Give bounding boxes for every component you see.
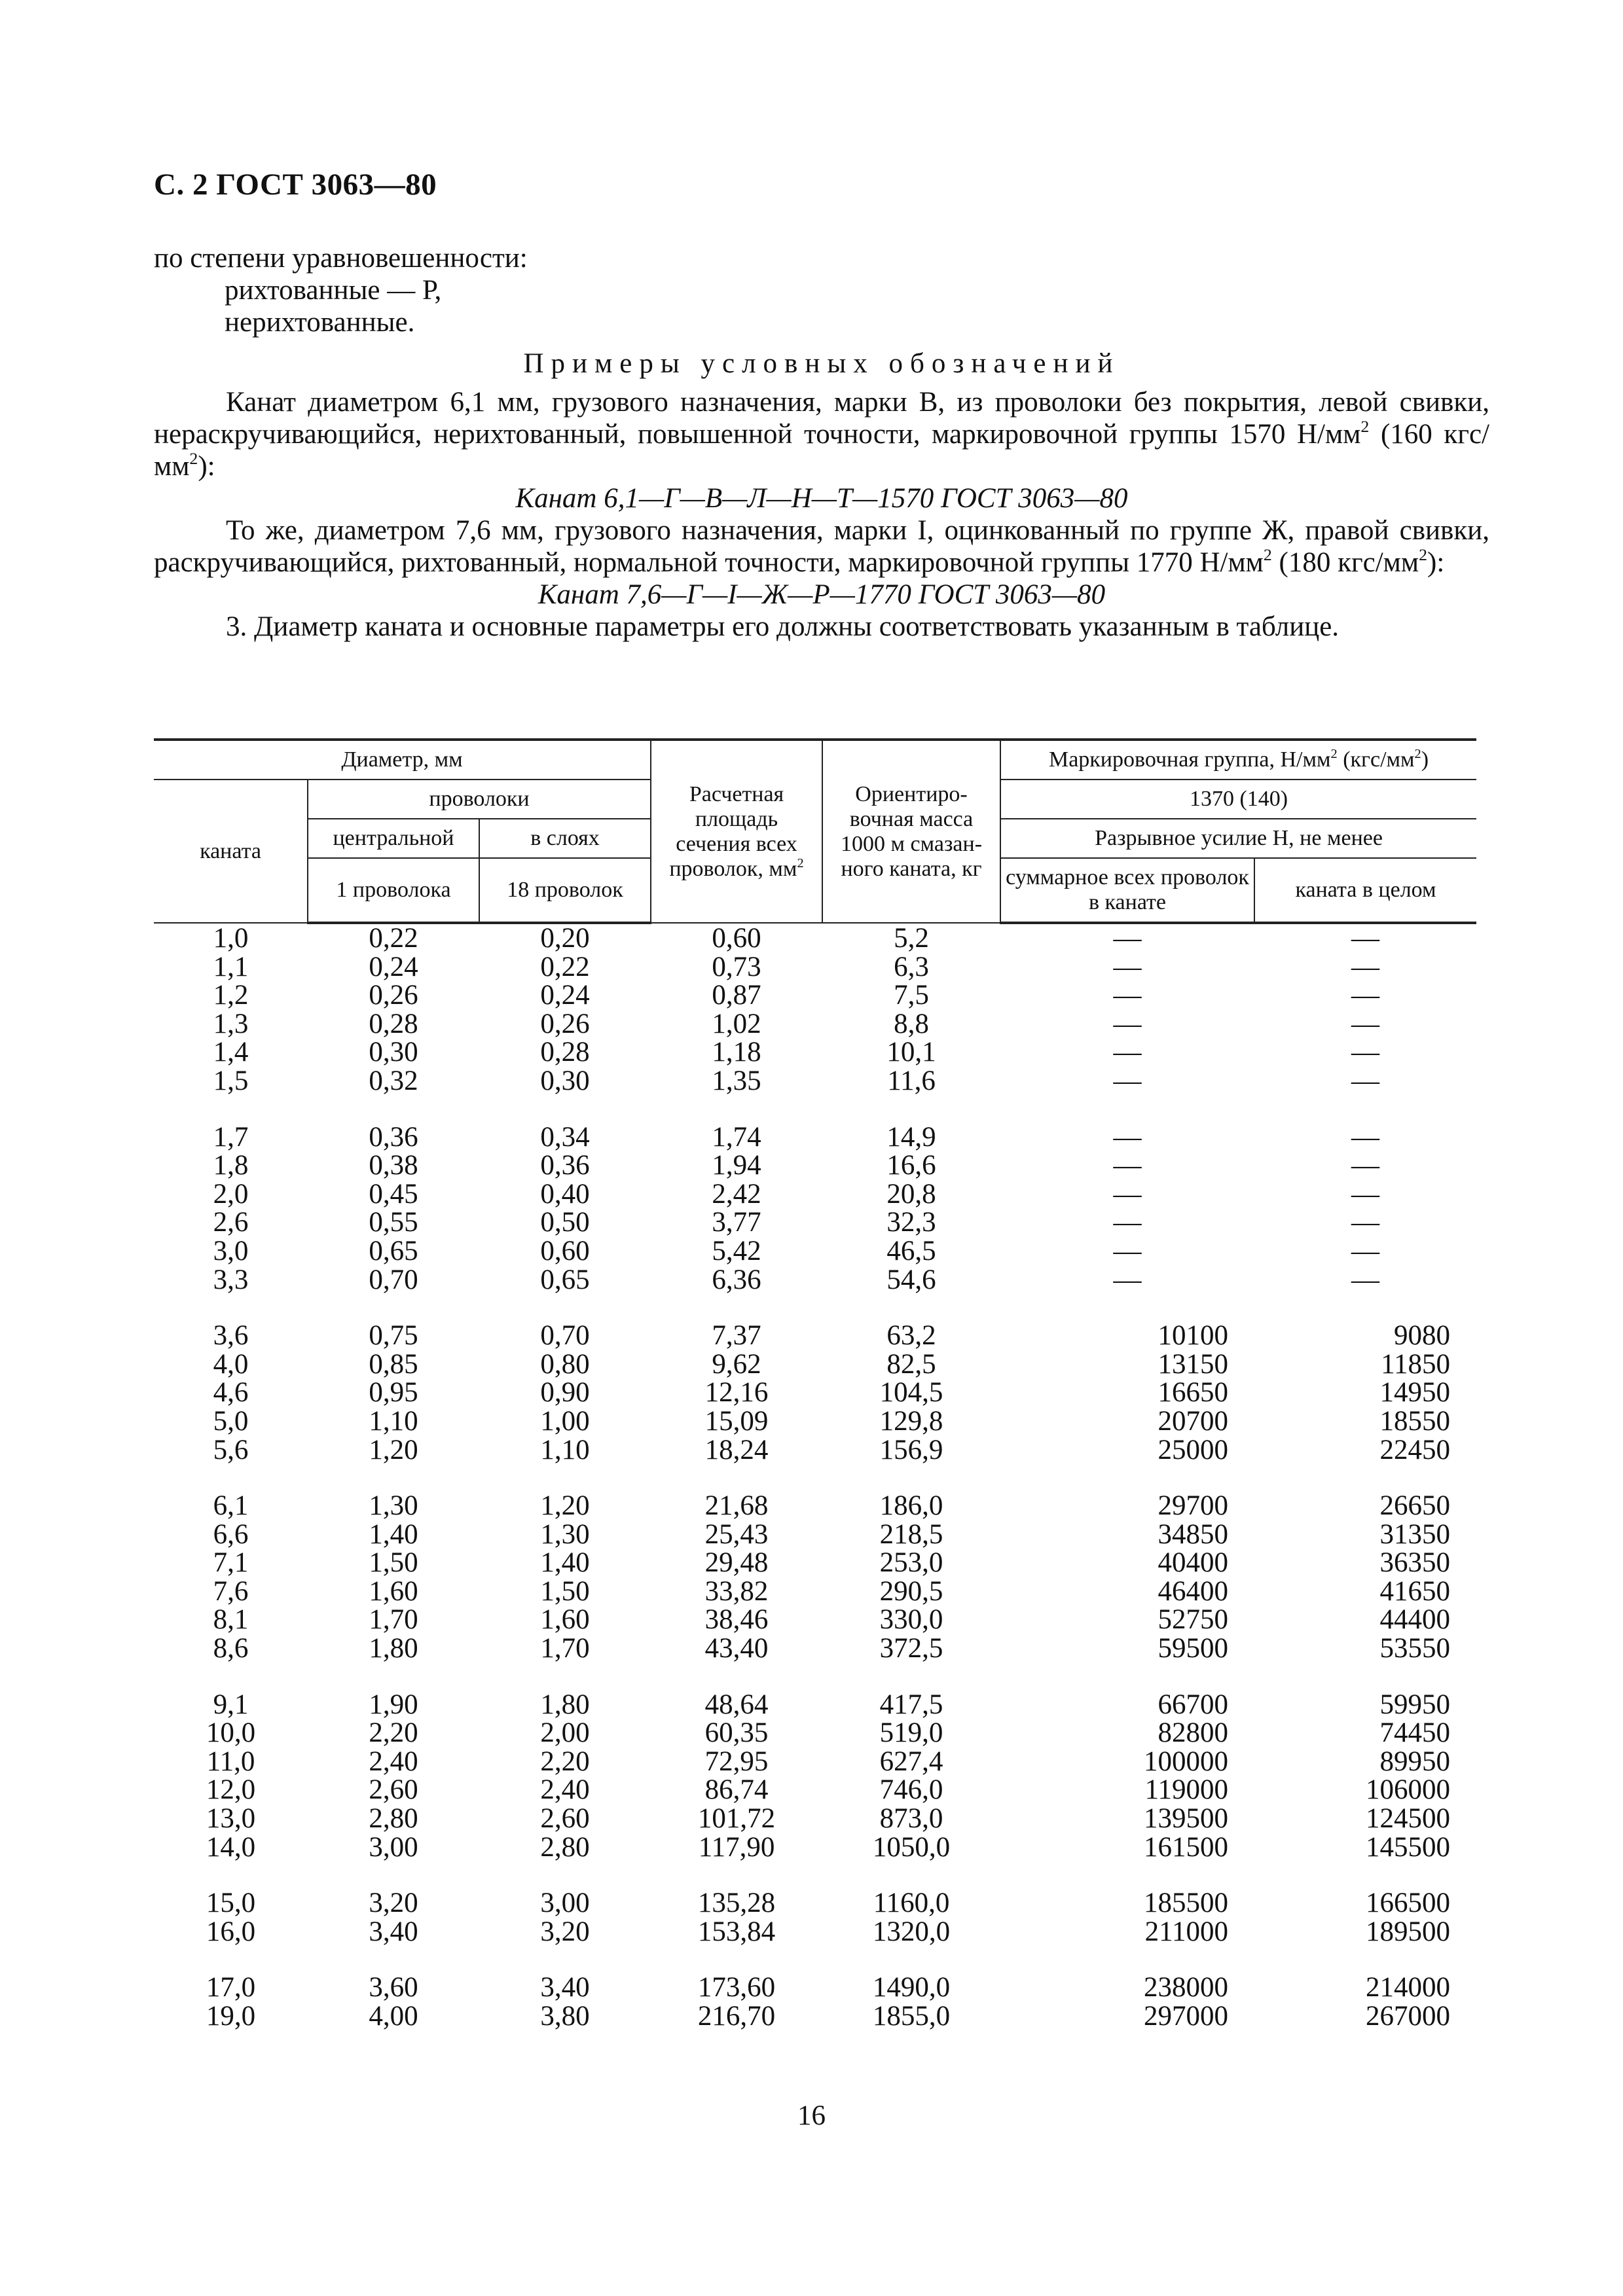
table-cell: 3,80: [540, 2001, 590, 2032]
requirement-paragraph: 3. Диаметр каната и основные параметры его должны соответствовать указанным в таблице.: [226, 611, 1340, 642]
table-cell: 1,18: [712, 1037, 761, 1068]
table-cell: 0,75: [369, 1320, 418, 1352]
table-cell: 0,22: [369, 923, 418, 954]
table-cell: 6,6: [213, 1518, 249, 1550]
table-cell: 6,1: [213, 1490, 249, 1522]
table-cell: 7,37: [712, 1320, 761, 1352]
table-cell: —: [1113, 1008, 1142, 1039]
table-cell: 1,80: [369, 1633, 418, 1664]
table-cell: 26650: [1379, 1490, 1451, 1522]
table-cell: 2,20: [540, 1746, 590, 1777]
table-cell: 1,7: [213, 1121, 249, 1153]
table-row: [154, 1407, 1476, 1436]
example-paragraph: Канат диаметром 6,1 мм, грузового назначения, марки В, из проволоки без покрытия, левой свивки, нераскручивающийся, нерихтованный, повышенной точности, маркировочной группы 1570 $Н/мм^2$ (160 кгс/$мм^2$):: [154, 387, 1489, 482]
table-cell: 8,1: [213, 1604, 249, 1636]
table-cell: 44400: [1379, 1604, 1451, 1636]
table-cell: 161500: [1144, 1831, 1229, 1863]
table-cell: 186,0: [879, 1490, 943, 1522]
table-cell: 173,60: [697, 1972, 776, 2003]
table-cell: 746,0: [879, 1774, 943, 1806]
table-cell: 43,40: [704, 1633, 769, 1664]
table-cell: 7,6: [213, 1575, 249, 1607]
table-row: [154, 1520, 1476, 1549]
table-cell: 1,74: [712, 1121, 761, 1153]
table-cell: 10100: [1158, 1320, 1229, 1352]
table-cell: 185500: [1144, 1888, 1229, 1919]
table-cell: 2,6: [213, 1207, 249, 1238]
table-cell: —: [1113, 980, 1142, 1011]
table-cell: 1,2: [213, 980, 249, 1011]
header-sum-wires: суммарное всех проволок в канате: [1000, 858, 1254, 923]
table-cell: 290,5: [879, 1575, 943, 1607]
table-cell: 0,34: [540, 1121, 590, 1153]
table-cell: 2,40: [369, 1746, 418, 1777]
table-cell: 0,38: [369, 1150, 418, 1181]
table-cell: 32,3: [886, 1207, 936, 1238]
table-cell: —: [1351, 1235, 1380, 1266]
table-cell: 20700: [1158, 1405, 1229, 1437]
table-cell: 0,55: [369, 1207, 418, 1238]
table-cell: 89950: [1379, 1746, 1451, 1777]
table-row: [154, 923, 1476, 953]
row-group-gap: [154, 1294, 1476, 1321]
table-cell: 1,60: [369, 1575, 418, 1607]
table-cell: 4,00: [369, 2001, 418, 2032]
table-cell: 18550: [1379, 1405, 1451, 1437]
table-row: [154, 1776, 1476, 1804]
table-row: [154, 1151, 1476, 1180]
table-row: [154, 1067, 1476, 1096]
table-cell: 1,5: [213, 1065, 249, 1096]
table-cell: —: [1351, 1008, 1380, 1039]
table-cell: 11,6: [887, 1065, 936, 1096]
table-cell: 1,50: [540, 1575, 590, 1607]
table-cell: 3,20: [369, 1888, 418, 1919]
table-cell: 1,40: [369, 1518, 418, 1550]
table-cell: —: [1351, 951, 1380, 982]
table-cell: 3,77: [712, 1207, 761, 1238]
header-rope-whole: каната в целом: [1254, 858, 1476, 923]
classification-item: рихтованные — Р,: [225, 275, 442, 306]
table-cell: 36350: [1379, 1547, 1451, 1579]
table-cell: 1,80: [540, 1689, 590, 1720]
table-cell: —: [1351, 1065, 1380, 1096]
table-cell: 0,65: [369, 1235, 418, 1266]
table-cell: 5,6: [213, 1434, 249, 1465]
table-cell: 214000: [1366, 1972, 1451, 2003]
table-cell: —: [1113, 1121, 1142, 1153]
table-cell: —: [1113, 1037, 1142, 1068]
table-cell: 1,35: [712, 1065, 761, 1096]
table-cell: 2,40: [540, 1774, 590, 1806]
table-cell: —: [1113, 1235, 1142, 1266]
table-cell: 189500: [1366, 1916, 1451, 1947]
header-area: Расчетная площадь сечения всех проволок, $мм^2$: [651, 740, 822, 923]
table-cell: 519,0: [879, 1717, 943, 1749]
table-row: [154, 1266, 1476, 1295]
example-paragraph: То же, диаметром 7,6 мм, грузового назначения, марки I, оцинкованный по группе Ж, правой свивки, раскручивающийся, рихтованный, нормальной точности, маркировочной группы 1770 $Н/мм^2$ (180 кгс/$мм^2$):: [154, 515, 1489, 578]
table-cell: 1490,0: [872, 1972, 951, 2003]
header-central: центральной: [308, 819, 479, 858]
table-cell: 74450: [1379, 1717, 1451, 1749]
header-18-wires: 18 проволок: [479, 858, 651, 923]
header-group: Маркировочная группа, $Н/мм^2$ $(кгс/мм^2)$: [1000, 740, 1476, 780]
table-cell: 1,1: [213, 951, 249, 982]
table-cell: 119000: [1144, 1774, 1229, 1806]
table-cell: 29700: [1158, 1490, 1229, 1522]
table-cell: 238000: [1144, 1972, 1229, 2003]
table-cell: 216,70: [697, 2001, 776, 2032]
table-cell: 0,26: [369, 980, 418, 1011]
table-cell: 2,00: [540, 1717, 590, 1749]
designation-formula: Канат 7,6—Г—I—Ж—Р—1770 ГОСТ 3063—80: [538, 579, 1106, 610]
table-cell: 1,20: [369, 1434, 418, 1465]
table-row: [154, 1833, 1476, 1862]
header-wires: проволоки: [308, 780, 651, 819]
table-cell: 5,2: [894, 922, 929, 954]
table-cell: 1,4: [213, 1037, 249, 1068]
table-cell: 0,73: [712, 951, 761, 982]
table-cell: 1,0: [213, 922, 249, 954]
table-cell: 1,30: [369, 1490, 418, 1522]
table-row: [154, 1691, 1476, 1719]
table-cell: 218,5: [879, 1518, 943, 1550]
table-cell: 6,36: [712, 1264, 761, 1295]
header-one-wire: 1 проволока: [308, 858, 479, 923]
table-cell: 19,0: [206, 2001, 256, 2032]
row-group-gap: [154, 1861, 1476, 1889]
table-cell: —: [1113, 1264, 1142, 1295]
table-row: [154, 1321, 1476, 1350]
table-cell: 297000: [1144, 2001, 1229, 2032]
table-cell: 15,09: [704, 1405, 769, 1437]
table-cell: 100000: [1144, 1746, 1229, 1777]
table-cell: —: [1351, 923, 1380, 954]
table-cell: 15,0: [206, 1888, 256, 1919]
page-header: С. 2 ГОСТ 3063—80: [154, 168, 437, 202]
table-cell: 34850: [1158, 1518, 1229, 1550]
table-cell: 129,8: [879, 1405, 943, 1437]
table-cell: 0,40: [540, 1178, 590, 1210]
table-cell: 0,36: [540, 1150, 590, 1181]
table-cell: 2,42: [712, 1178, 761, 1210]
table-cell: 82,5: [886, 1348, 936, 1380]
table-row: [154, 1123, 1476, 1152]
table-cell: 627,4: [879, 1746, 943, 1777]
table-cell: 59500: [1158, 1633, 1229, 1664]
table-row: [154, 1804, 1476, 1833]
table-cell: 41650: [1379, 1575, 1451, 1607]
table-cell: 0,24: [369, 951, 418, 982]
table-cell: 16,6: [886, 1150, 936, 1181]
table-cell: 0,22: [540, 951, 590, 982]
row-group-gap: [154, 1096, 1476, 1123]
table-cell: 46,5: [886, 1235, 936, 1266]
table-cell: 31350: [1379, 1518, 1451, 1550]
table-cell: 3,00: [369, 1831, 418, 1863]
table-cell: 22450: [1379, 1434, 1451, 1465]
table-cell: 33,82: [704, 1575, 769, 1607]
table-cell: 59950: [1379, 1689, 1451, 1720]
table-cell: 135,28: [697, 1888, 776, 1919]
table-cell: 0,85: [369, 1348, 418, 1380]
header-breaking-force: Разрывное усилие Н, не менее: [1000, 819, 1476, 858]
table-cell: 1,40: [540, 1547, 590, 1579]
table-cell: 1855,0: [872, 2001, 951, 2032]
table-cell: 11,0: [206, 1746, 255, 1777]
table-row: [154, 1237, 1476, 1266]
header-layers: в слоях: [479, 819, 651, 858]
table-row: [154, 1748, 1476, 1776]
table-cell: 1,90: [369, 1689, 418, 1720]
page-number: 16: [797, 2100, 826, 2131]
table-cell: 52750: [1158, 1604, 1229, 1636]
table-cell: 16,0: [206, 1916, 256, 1947]
table-cell: 417,5: [879, 1689, 943, 1720]
table-cell: 14,9: [886, 1121, 936, 1153]
parameters-table: [154, 738, 1476, 2031]
table-cell: 166500: [1366, 1888, 1451, 1919]
table-cell: 1,70: [540, 1633, 590, 1664]
table-cell: 1160,0: [873, 1888, 950, 1919]
table-cell: —: [1113, 1065, 1142, 1096]
table-cell: —: [1351, 1037, 1380, 1068]
table-row: [154, 953, 1476, 982]
row-group-gap: [154, 1464, 1476, 1492]
table-cell: —: [1351, 1264, 1380, 1295]
table-cell: 12,16: [704, 1377, 769, 1408]
table-body: [154, 923, 1476, 2031]
table-cell: 72,95: [704, 1746, 769, 1777]
table-cell: —: [1351, 1121, 1380, 1153]
table-cell: —: [1351, 1178, 1380, 1210]
table-cell: 5,0: [213, 1405, 249, 1437]
table-cell: 13,0: [206, 1803, 256, 1835]
table-row: [154, 1973, 1476, 2002]
table-cell: 1,10: [369, 1405, 418, 1437]
table-cell: 4,0: [213, 1348, 249, 1380]
table-cell: 6,3: [894, 951, 929, 982]
header-group-value: 1370 (140): [1000, 780, 1476, 819]
table-cell: 40400: [1158, 1547, 1229, 1579]
table-cell: 12,0: [206, 1774, 256, 1806]
table-row: [154, 1634, 1476, 1663]
table-cell: 0,28: [540, 1037, 590, 1068]
table-cell: 117,90: [698, 1831, 775, 1863]
table-cell: 106000: [1366, 1774, 1451, 1806]
table-row: [154, 1549, 1476, 1577]
table-row: [154, 1918, 1476, 1946]
table-cell: 10,0: [206, 1717, 256, 1749]
table-cell: 14950: [1379, 1377, 1451, 1408]
table-cell: 25,43: [704, 1518, 769, 1550]
header-mass: Ориентировочная масса 1000 м смазанного каната, кг: [822, 740, 1000, 923]
table-cell: 9,1: [213, 1689, 249, 1720]
table-cell: 2,60: [369, 1774, 418, 1806]
table-cell: 7,1: [213, 1547, 249, 1579]
table-cell: 86,74: [704, 1774, 769, 1806]
table-cell: 1050,0: [872, 1831, 951, 1863]
table-row: [154, 1719, 1476, 1748]
table-cell: 9080: [1394, 1320, 1451, 1352]
table-cell: —: [1113, 1150, 1142, 1181]
table-cell: 5,42: [712, 1235, 761, 1266]
table-cell: 3,40: [369, 1916, 418, 1947]
table-cell: 11850: [1381, 1348, 1451, 1380]
table-cell: 0,36: [369, 1121, 418, 1153]
table-cell: 1,50: [369, 1547, 418, 1579]
table-cell: 4,6: [213, 1377, 249, 1408]
table-cell: 1,94: [712, 1150, 761, 1181]
table-cell: 3,0: [213, 1235, 249, 1266]
table-cell: —: [1113, 1178, 1142, 1210]
row-group-gap: [154, 1663, 1476, 1691]
table-cell: 267000: [1366, 2001, 1451, 2032]
table-cell: 0,70: [540, 1320, 590, 1352]
table-row: [154, 1889, 1476, 1918]
table-cell: 8,8: [894, 1008, 929, 1039]
table-cell: 2,80: [540, 1831, 590, 1863]
table-cell: 2,0: [213, 1178, 249, 1210]
table-cell: 1,60: [540, 1604, 590, 1636]
classification-item: нерихтованные.: [225, 307, 415, 338]
table-cell: 63,2: [886, 1320, 936, 1352]
table-cell: 38,46: [704, 1604, 769, 1636]
intro-text: [154, 242, 1489, 643]
table-row: [154, 1378, 1476, 1407]
table-cell: 0,70: [369, 1264, 418, 1295]
table-cell: 0,32: [369, 1065, 418, 1096]
table-cell: 66700: [1158, 1689, 1229, 1720]
table-row: [154, 1492, 1476, 1520]
table-cell: 0,60: [540, 1235, 590, 1266]
table-cell: 3,20: [540, 1916, 590, 1947]
classification-label: по степени уравновешенности:: [154, 243, 528, 274]
table-cell: 0,20: [540, 923, 590, 954]
table-cell: 145500: [1366, 1831, 1451, 1863]
section-title: Примеры условных обозначений: [523, 348, 1120, 379]
table-row: [154, 1350, 1476, 1379]
table-row: [154, 1605, 1476, 1634]
table-cell: 2,80: [369, 1803, 418, 1835]
table-cell: 101,72: [697, 1803, 776, 1835]
table-cell: —: [1113, 923, 1142, 954]
table-cell: 29,48: [704, 1547, 769, 1579]
table-cell: 156,9: [879, 1434, 943, 1465]
header-rope: каната: [154, 780, 308, 923]
table-cell: 1,3: [213, 1008, 249, 1039]
table-cell: —: [1113, 1207, 1142, 1238]
table-cell: 330,0: [879, 1604, 943, 1636]
table-cell: 3,60: [369, 1972, 418, 2003]
table-cell: 7,5: [894, 980, 929, 1011]
table-cell: 16650: [1158, 1377, 1229, 1408]
table-cell: 2,20: [369, 1717, 418, 1749]
table-cell: 20,8: [886, 1178, 936, 1210]
table-cell: 253,0: [879, 1547, 943, 1579]
table-cell: 1,10: [540, 1434, 590, 1465]
table-cell: 1320,0: [872, 1916, 951, 1947]
table-cell: 0,60: [712, 922, 761, 954]
table-row: [154, 1010, 1476, 1039]
table-cell: 211000: [1144, 1916, 1229, 1947]
table-cell: 25000: [1158, 1434, 1229, 1465]
table-cell: 3,40: [540, 1972, 590, 2003]
table-cell: 54,6: [886, 1264, 936, 1295]
designation-formula: Канат 6,1—Г—В—Л—Н—Т—1570 ГОСТ 3063—80: [515, 483, 1128, 514]
table-row: [154, 1180, 1476, 1209]
table-cell: 9,62: [712, 1348, 761, 1380]
table-cell: 1,30: [540, 1518, 590, 1550]
table-cell: 17,0: [206, 1972, 256, 2003]
header-diameter: Диаметр, мм: [154, 740, 651, 780]
table-cell: —: [1351, 980, 1380, 1011]
table-row: [154, 1436, 1476, 1465]
table-cell: 60,35: [704, 1717, 769, 1749]
table-cell: 10,1: [886, 1037, 936, 1068]
table-cell: —: [1351, 1150, 1380, 1181]
table-row: [154, 1577, 1476, 1606]
table-cell: 873,0: [879, 1803, 943, 1835]
table-cell: 0,80: [540, 1348, 590, 1380]
table-row: [154, 2002, 1476, 2031]
table-cell: 104,5: [879, 1377, 943, 1408]
table-cell: 3,3: [213, 1264, 249, 1295]
table-cell: 0,28: [369, 1008, 418, 1039]
table-cell: 153,84: [697, 1916, 776, 1947]
table-cell: 3,00: [540, 1888, 590, 1919]
table-cell: 1,8: [213, 1150, 249, 1181]
table-cell: —: [1351, 1207, 1380, 1238]
table-cell: 0,87: [712, 980, 761, 1011]
table-cell: 13150: [1158, 1348, 1229, 1380]
table-cell: 372,5: [879, 1633, 943, 1664]
table-cell: 139500: [1144, 1803, 1229, 1835]
table-cell: 0,95: [369, 1377, 418, 1408]
table-cell: 53550: [1379, 1633, 1451, 1664]
table-cell: 0,65: [540, 1264, 590, 1295]
table-cell: 46400: [1158, 1575, 1229, 1607]
table-cell: 0,90: [540, 1377, 590, 1408]
table-cell: 1,02: [712, 1008, 761, 1039]
row-group-gap: [154, 1946, 1476, 1973]
table-row: [154, 1208, 1476, 1237]
table-cell: 8,6: [213, 1633, 249, 1664]
table-cell: —: [1113, 951, 1142, 982]
table-cell: 1,00: [540, 1405, 590, 1437]
table-cell: 1,70: [369, 1604, 418, 1636]
table-cell: 0,45: [369, 1178, 418, 1210]
table-cell: 82800: [1158, 1717, 1229, 1749]
table-cell: 1,20: [540, 1490, 590, 1522]
table-cell: 0,30: [369, 1037, 418, 1068]
table-row: [154, 981, 1476, 1010]
table-cell: 0,30: [540, 1065, 590, 1096]
table-cell: 2,60: [540, 1803, 590, 1835]
table-row: [154, 1038, 1476, 1067]
table-cell: 21,68: [704, 1490, 769, 1522]
table-cell: 124500: [1366, 1803, 1451, 1835]
table-cell: 14,0: [206, 1831, 256, 1863]
table-cell: 3,6: [213, 1320, 249, 1352]
table-cell: 0,50: [540, 1207, 590, 1238]
table-cell: 18,24: [704, 1434, 769, 1465]
table-cell: 0,24: [540, 980, 590, 1011]
table-cell: 48,64: [704, 1689, 769, 1720]
table-cell: 0,26: [540, 1008, 590, 1039]
